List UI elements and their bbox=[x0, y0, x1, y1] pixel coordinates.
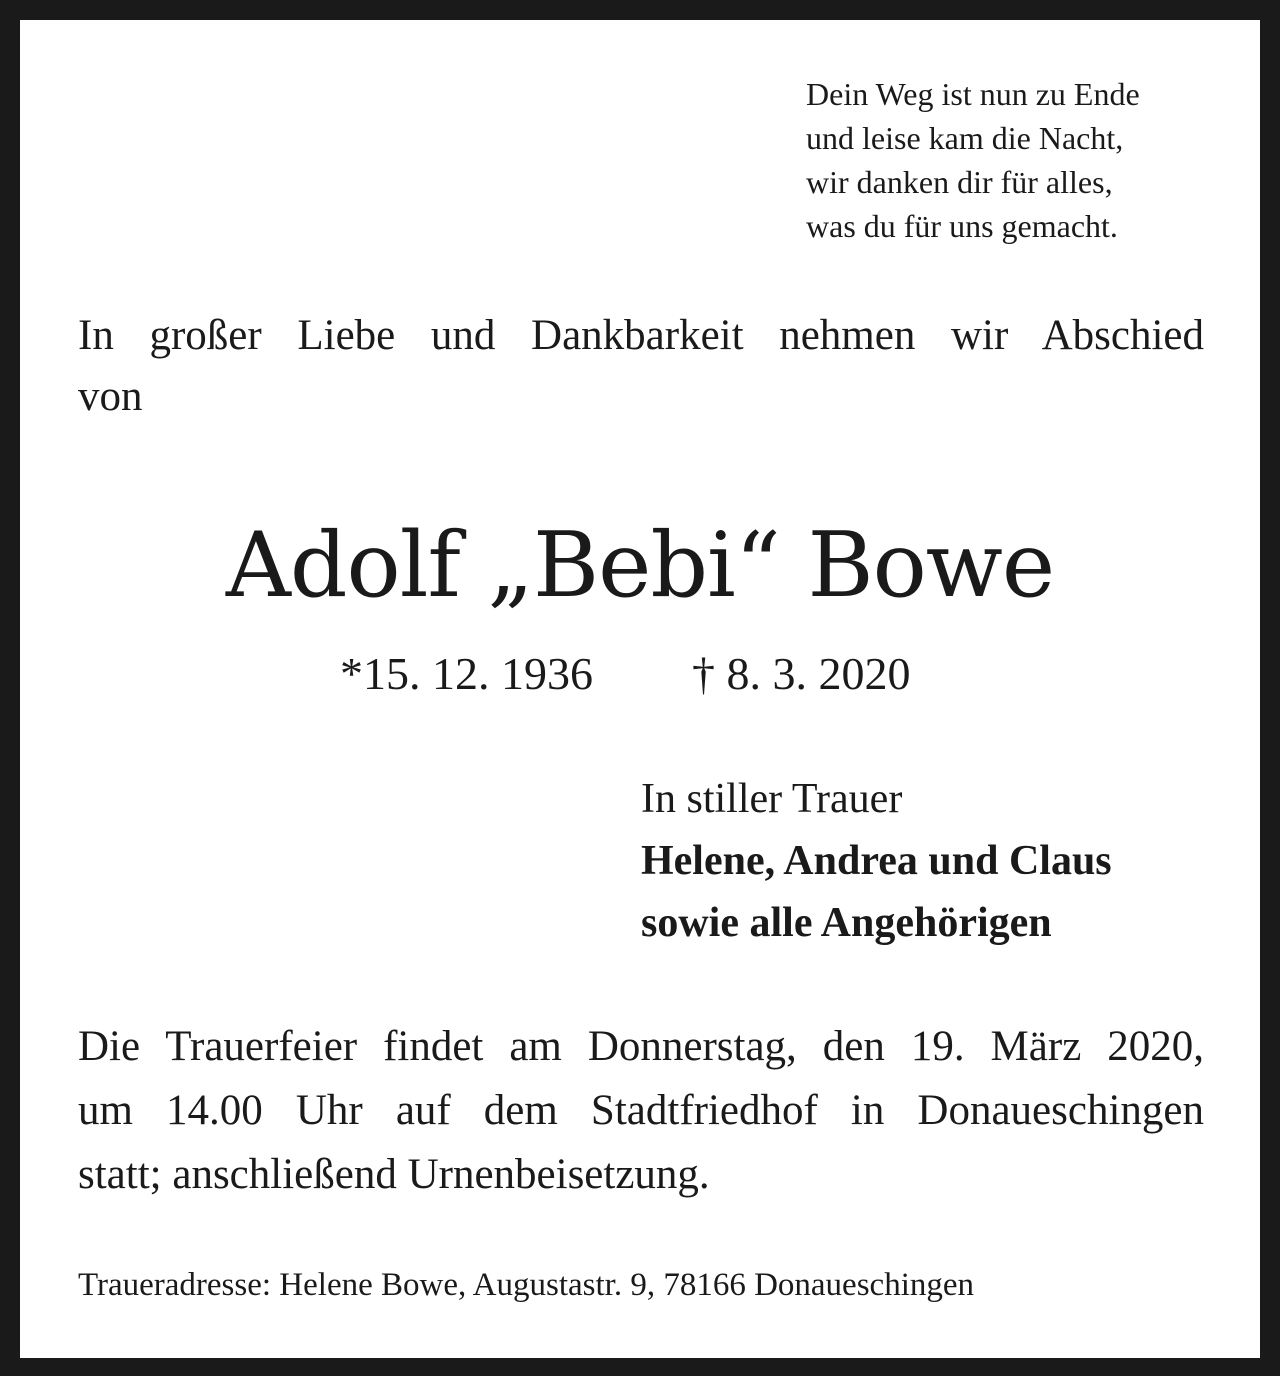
service-line: um 14.00 Uhr auf dem Stadtfriedhof in Donaueschingen bbox=[78, 1087, 1204, 1134]
mourning-intro: In stiller Trauer bbox=[641, 776, 903, 822]
funeral-service-info bbox=[78, 1015, 1204, 1207]
poem-line: und leise kam die Nacht, bbox=[806, 120, 1124, 156]
service-line: statt; anschließend Urnenbeisetzung. bbox=[78, 1151, 710, 1198]
poem-line: was du für uns gemacht. bbox=[806, 208, 1118, 244]
farewell-intro-line: von bbox=[78, 373, 143, 420]
farewell-intro bbox=[78, 305, 1204, 427]
poem-line: wir danken dir für alles, bbox=[806, 164, 1113, 200]
farewell-intro-line: In großer Liebe und Dankbarkeit nehmen wir Abschied bbox=[78, 312, 1204, 359]
service-line: Die Trauerfeier findet am Donnerstag, den 19. März 2020, bbox=[78, 1023, 1204, 1070]
mourning-address: Traueradresse: Helene Bowe, Augustastr. 9, 78166 Donaueschingen bbox=[78, 1267, 975, 1303]
death-date: † 8. 3. 2020 bbox=[692, 648, 911, 699]
deceased-name: Adolf „Bebi“ Bowe bbox=[225, 513, 1055, 618]
poem-verse bbox=[806, 72, 1226, 248]
poem-line: Dein Weg ist nun zu Ende bbox=[806, 76, 1140, 112]
birth-date: *15. 12. 1936 bbox=[340, 648, 593, 699]
mourners-block bbox=[641, 768, 1112, 954]
mourner-names: Helene, Andrea und Claus bbox=[641, 838, 1112, 884]
mourner-relatives: sowie alle Angehörigen bbox=[641, 900, 1052, 946]
